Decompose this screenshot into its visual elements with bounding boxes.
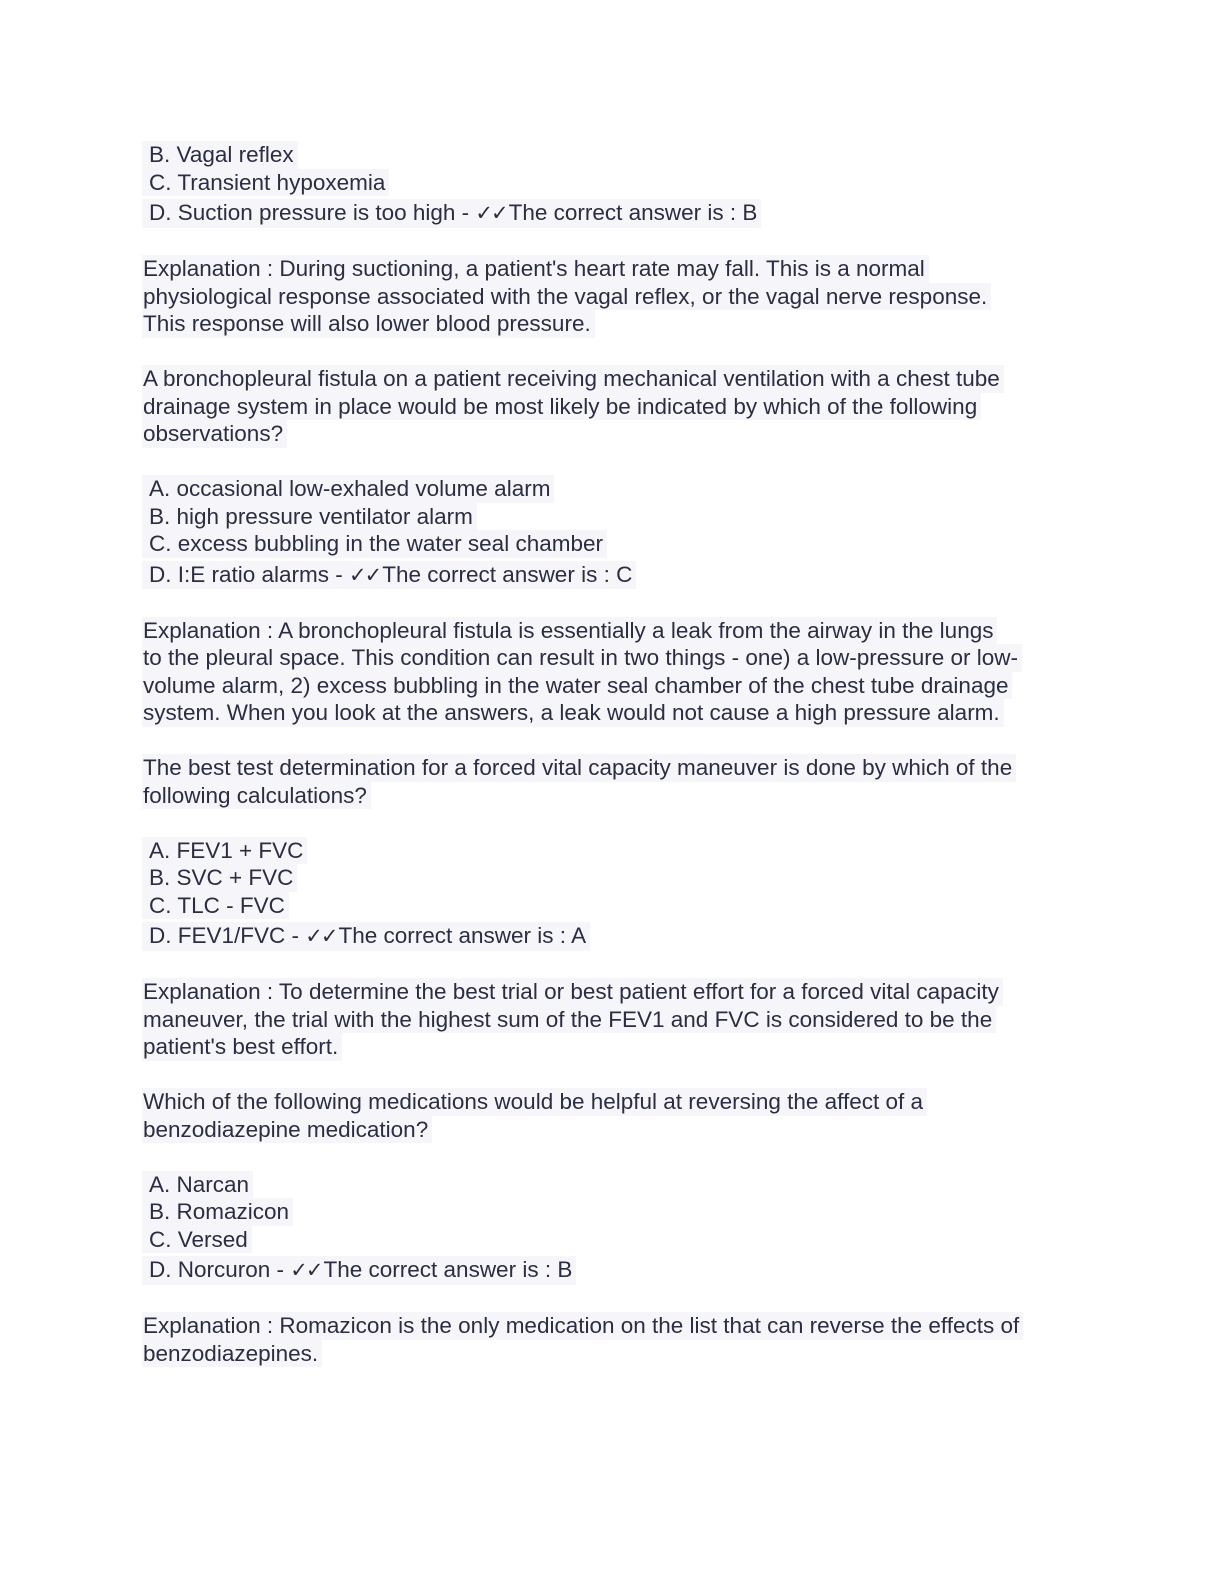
text-line: patient's best effort. [142,1033,342,1061]
text-line: Explanation : To determine the best trial or best patient effort for a forced vital capacity [142,978,1003,1006]
checkmark-icon: ✓✓ [349,562,381,587]
correct-answer-line [142,561,1082,590]
answer-option-label: D. Suction pressure is too high - [149,200,476,225]
text-line: following calculations? [142,782,371,810]
question-paragraph [142,365,1082,448]
answer-option: C. TLC - FVC [142,892,1082,920]
text-line: Explanation : Romazicon is the only medication on the list that can reverse the effects of [142,1312,1023,1340]
document-page [142,141,1082,1367]
correct-answer-text: The correct answer is : B [323,1257,573,1282]
text-line: Which of the following medications would be helpful at reversing the affect of a [142,1088,927,1116]
answer-option: C. Transient hypoxemia [142,169,1082,197]
text-line: The best test determination for a forced vital capacity maneuver is done by which of the [142,754,1016,782]
explanation-paragraph [142,978,1082,1061]
correct-answer-text: The correct answer is : A [338,923,587,948]
text-line: drainage system in place would be most likely be indicated by which of the following [142,393,981,421]
checkmark-icon: ✓✓ [475,201,507,225]
answer-option: B. Romazicon [142,1198,1082,1226]
answer-option-label: D. FEV1/FVC - [149,923,306,948]
question-paragraph [142,754,1082,809]
answer-option: A. FEV1 + FVC [142,837,1082,865]
text-line: system. When you look at the answers, a leak would not cause a high pressure alarm. [142,699,1004,727]
text-line: Explanation : During suctioning, a patient's heart rate may fall. This is a normal [142,255,929,283]
answer-option: A. occasional low-exhaled volume alarm [142,475,1082,503]
text-line: to the pleural space. This condition can result in two things - one) a low-pressure or low- [142,644,1022,672]
explanation-paragraph [142,1312,1082,1367]
checkmark-icon: ✓✓ [290,1258,322,1282]
text-line: benzodiazepines. [142,1340,322,1368]
answer-option: C. excess bubbling in the water seal chamber [142,530,1082,558]
correct-answer-text: The correct answer is : C [382,561,633,587]
answer-options [142,1171,1082,1285]
correct-answer-line [142,199,1082,228]
text-line: benzodiazepine medication? [142,1116,432,1144]
question-paragraph [142,1088,1082,1143]
answer-option: C. Versed [142,1226,1082,1254]
text-line: maneuver, the trial with the highest sum of the FEV1 and FVC is considered to be the [142,1006,996,1034]
answer-option: B. Vagal reflex [142,141,1082,169]
checkmark-icon: ✓✓ [305,924,337,948]
answer-options [142,141,1082,228]
explanation-paragraph [142,255,1082,338]
answer-options [142,475,1082,589]
correct-answer-line [142,922,1082,951]
answer-options [142,837,1082,951]
text-line: volume alarm, 2) excess bubbling in the water seal chamber of the chest tube drainage [142,672,1012,700]
correct-answer-line [142,1256,1082,1285]
answer-option: B. SVC + FVC [142,864,1082,892]
explanation-paragraph [142,617,1082,727]
text-line: physiological response associated with the vagal reflex, or the vagal nerve response. [142,283,991,311]
text-line: A bronchopleural fistula on a patient receiving mechanical ventilation with a chest tube [142,365,1004,393]
text-line: Explanation : A bronchopleural fistula is essentially a leak from the airway in the lungs [142,617,997,645]
answer-option: A. Narcan [142,1171,1082,1199]
answer-option-label: D. Norcuron - [149,1257,291,1282]
answer-option-label: D. I:E ratio alarms - [149,561,350,587]
text-line: observations? [142,420,287,448]
text-line: This response will also lower blood pressure. [142,310,595,338]
correct-answer-text: The correct answer is : B [508,200,758,225]
answer-option: B. high pressure ventilator alarm [142,503,1082,531]
